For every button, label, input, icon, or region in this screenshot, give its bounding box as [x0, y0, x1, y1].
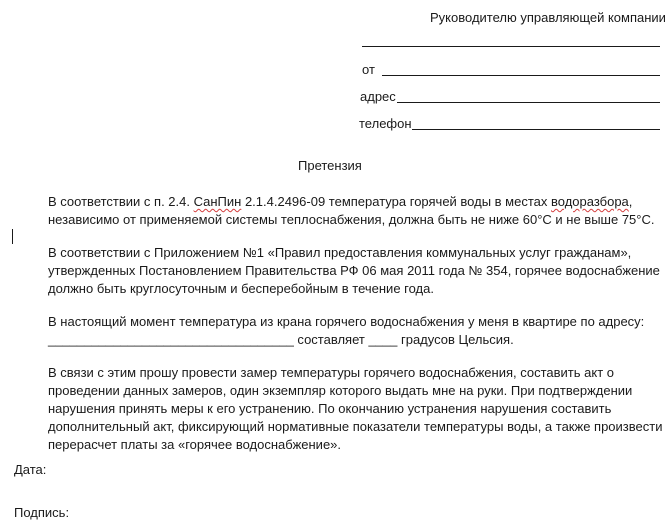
paragraph-4-line-3: нарушения принять меры к его устранению. По окончанию устранения нарушения составить — [48, 401, 612, 416]
addressee-line: Руководителю управляющей компании — [430, 10, 666, 25]
address-label: адрес — [360, 89, 396, 104]
document-title: Претензия — [298, 158, 362, 173]
paragraph-2 — [48, 244, 660, 298]
phone-field[interactable] — [412, 129, 660, 130]
paragraph-2-line-3: должно быть круглосуточным и бесперебойным в течение года. — [48, 281, 434, 296]
paragraph-3-line-2: __________________________________ составляет ____ градусов Цельсия. — [48, 332, 514, 347]
paragraph-1 — [48, 193, 655, 229]
paragraph-4-line-4: дополнительный акт, фиксирующий нормативные показатели температуры воды, а также произвести — [48, 419, 663, 434]
signature-label: Подпись: — [14, 505, 70, 520]
from-label: от — [362, 62, 375, 77]
paragraph-4 — [48, 364, 663, 454]
spellcheck-word-sanpin[interactable]: СанПин — [193, 194, 242, 209]
paragraph-2-line-2: утвержденных Постановлением Правительства РФ 06 мая 2011 года № 354, горячее водоснабжение — [48, 263, 660, 278]
text-cursor — [12, 229, 13, 244]
addressee-name-field[interactable] — [362, 46, 660, 47]
paragraph-1-text: , — [628, 194, 633, 209]
paragraph-4-line-1: В связи с этим прошу провести замер температуры горячего водоснабжения, составить акт о — [48, 365, 615, 380]
paragraph-3-line-1: В настоящий момент температура из крана горячего водоснабжения у меня в квартире по адресу: — [48, 314, 645, 329]
paragraph-2-line-1: В соответствии с Приложением №1 «Правил предоставления коммунальных услуг гражданам», — [48, 245, 632, 260]
date-label: Дата: — [14, 462, 47, 477]
paragraph-4-line-2: проведении данных замеров, один экземпляр которого выдать мне на руки. При подтверждении — [48, 383, 633, 398]
from-field[interactable] — [382, 75, 660, 76]
phone-label: телефон — [359, 116, 412, 131]
paragraph-4-line-5: перерасчет платы за «горячее водоснабжение». — [48, 437, 342, 452]
paragraph-1-line-1 — [48, 193, 648, 211]
paragraph-3 — [48, 313, 648, 349]
paragraph-1-line-2: независимо от применяемой системы теплоснабжения, должна быть не ниже 60°С и не выше 75°С. — [48, 212, 655, 227]
paragraph-1-text: В соответствии с п. 2.4. — [48, 194, 194, 209]
address-field[interactable] — [397, 102, 660, 103]
spellcheck-word-vodorazbor[interactable]: водоразбора — [551, 194, 629, 209]
paragraph-1-text: 2.1.4.2496-09 температура горячей воды в местах — [241, 194, 551, 209]
